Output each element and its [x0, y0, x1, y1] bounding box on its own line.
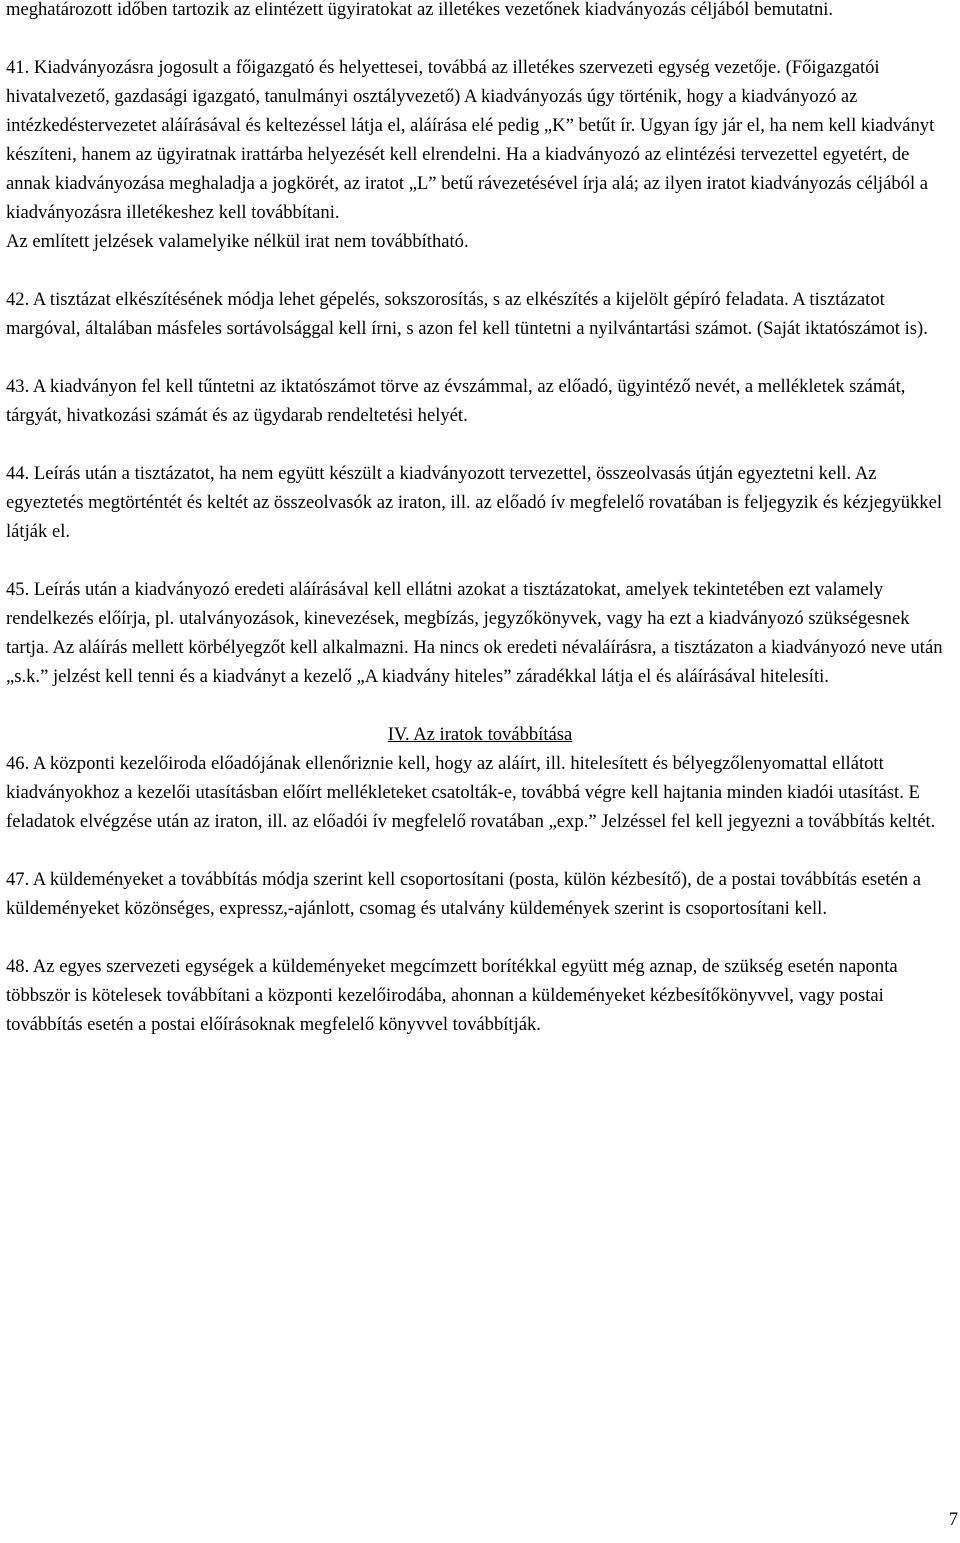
paragraph-text: Kiadványozásra jogosult a főigazgató és helyettesei, továbbá az illetékes szervezeti egység vezetője. (Főigazgatói hivatalvezető, gazdasági igazgató, tanulmányi osztályvezető) A kiadványozás úgy történik, hogy a kiadványozó az intézkedéstervezetet aláírásával és keltezéssel látja el, aláírása elé pedig „K” betűt ír. Ugyan így jár el, ha nem kell kiadványt készíteni, hanem az ügyiratnak irattárba helyezését kell elrendelni. Ha a kiadványozó az elintézési tervezettel egyetért, de annak kiadványozása meghaladja a jogkörét, az iratot „L” betű rávezetésével írja alá; az ilyen iratot kiadványozás céljából a kiadványozásra illetékeshez kell továbbítani. — [6, 57, 935, 223]
paragraph-45 — [6, 575, 954, 691]
paragraph-text: A küldeményeket a továbbítás módja szerint kell csoportosítani (posta, külön kézbesítő), de a postai továbbítás esetén a küldeményeket közönséges, expressz,-ajánlott, csomag és utalvány küldemények szerint is csoportosítani kell. — [6, 869, 922, 919]
paragraph-41-note — [6, 227, 954, 256]
paragraph-number: 43. — [6, 376, 30, 397]
paragraph-47 — [6, 865, 954, 923]
paragraph-text: A kiadványon fel kell tűntetni az iktatószámot törve az évszámmal, az előadó, ügyintéző nevét, a mellékletek számát, tárgyát, hivatkozási számát és az ügydarab rendeltetési helyét. — [6, 376, 906, 426]
paragraph-text: Az említett jelzések valamelyike nélkül irat nem továbbítható. — [6, 231, 469, 252]
paragraph-43 — [6, 372, 954, 430]
intro-text: meghatározott időben tartozik az elintézett ügyiratokat az illetékes vezetőnek kiadványozás céljából bemutatni. — [6, 0, 834, 20]
page-number: 7 — [948, 1509, 958, 1530]
paragraph-text: Az egyes szervezeti egységek a küldeményeket megcímzett borítékkal együtt még aznap, de szükség esetén naponta többször is kötelesek továbbítani a központi kezelőirodába, ahonnan a küldeményeket kézbesítőkönyvvel, vagy postai továbbítás esetén a postai előírásoknak megfelelő könyvvel továbbítják. — [6, 956, 898, 1035]
paragraph-48 — [6, 952, 954, 1039]
paragraph-text: Leírás után a kiadványozó eredeti aláírásával kell ellátni azokat a tisztázatokat, amelyek tekintetében ezt valamely rendelkezés előírja, pl. utalványozások, kinevezések, megbízás, jegyzőkönyvek, vagy ha ezt a kiadványozó szükségesnek tartja. Az aláírás mellett körbélyegzőt kell alkalmazni. Ha nincs ok eredeti névaláírásra, a tisztázaton a kiadványozó neve után „s.k.” jelzést kell tenni és a kiadványt a kezelő „A kiadvány hiteles” záradékkal látja el és aláírásával hitelesíti. — [6, 579, 943, 687]
paragraph-number: 42. — [6, 289, 30, 310]
intro-paragraph — [6, 0, 954, 24]
paragraph-text: Leírás után a tisztázatot, ha nem együtt készült a kiadványozott tervezettel, összeolvasás útján egyeztetni kell. Az egyeztetés megtörténtét és keltét az összeolvasók az iraton, ill. az előadó ív megfelelő rovatában is feljegyzik és kézjegyükkel látják el. — [6, 463, 943, 542]
paragraph-41 — [6, 53, 954, 256]
paragraph-text: A tisztázat elkészítésének módja lehet gépelés, sokszorosítás, s az elkészítés a kijelölt gépíró feladata. A tisztázatot margóval, általában másfeles sortávolsággal kell írni, s azon fel kell tüntetni a nyilvántartási számot. (Saját iktatószámot is). — [6, 289, 928, 339]
paragraph-number: 47. — [6, 869, 30, 890]
paragraph-number: 44. — [6, 463, 30, 484]
paragraph-number: 48. — [6, 956, 30, 977]
paragraph-44 — [6, 459, 954, 546]
paragraph-number: 41. — [6, 57, 30, 78]
paragraph-41-body — [6, 53, 954, 227]
paragraph-42 — [6, 285, 954, 343]
paragraph-text: A központi kezelőiroda előadójának ellenőriznie kell, hogy az aláírt, ill. hitelesített és bélyegzőlenyomattal ellátott kiadványokhoz a kezelői utasításban előírt mellékleteket csatolták-e, továbbá végre kell hajtania minden kiadói utasítást. E feladatok elvégzése után az iraton, ill. az előadói ív megfelelő rovatában „exp.” Jelzéssel fel kell jegyezni a továbbítás keltét. — [6, 753, 936, 832]
paragraph-number: 45. — [6, 579, 30, 600]
document-page — [6, 0, 954, 1068]
section-heading: IV. Az iratok továbbítása — [387, 724, 573, 745]
paragraph-46 — [6, 749, 954, 836]
paragraph-number: 46. — [6, 753, 30, 774]
